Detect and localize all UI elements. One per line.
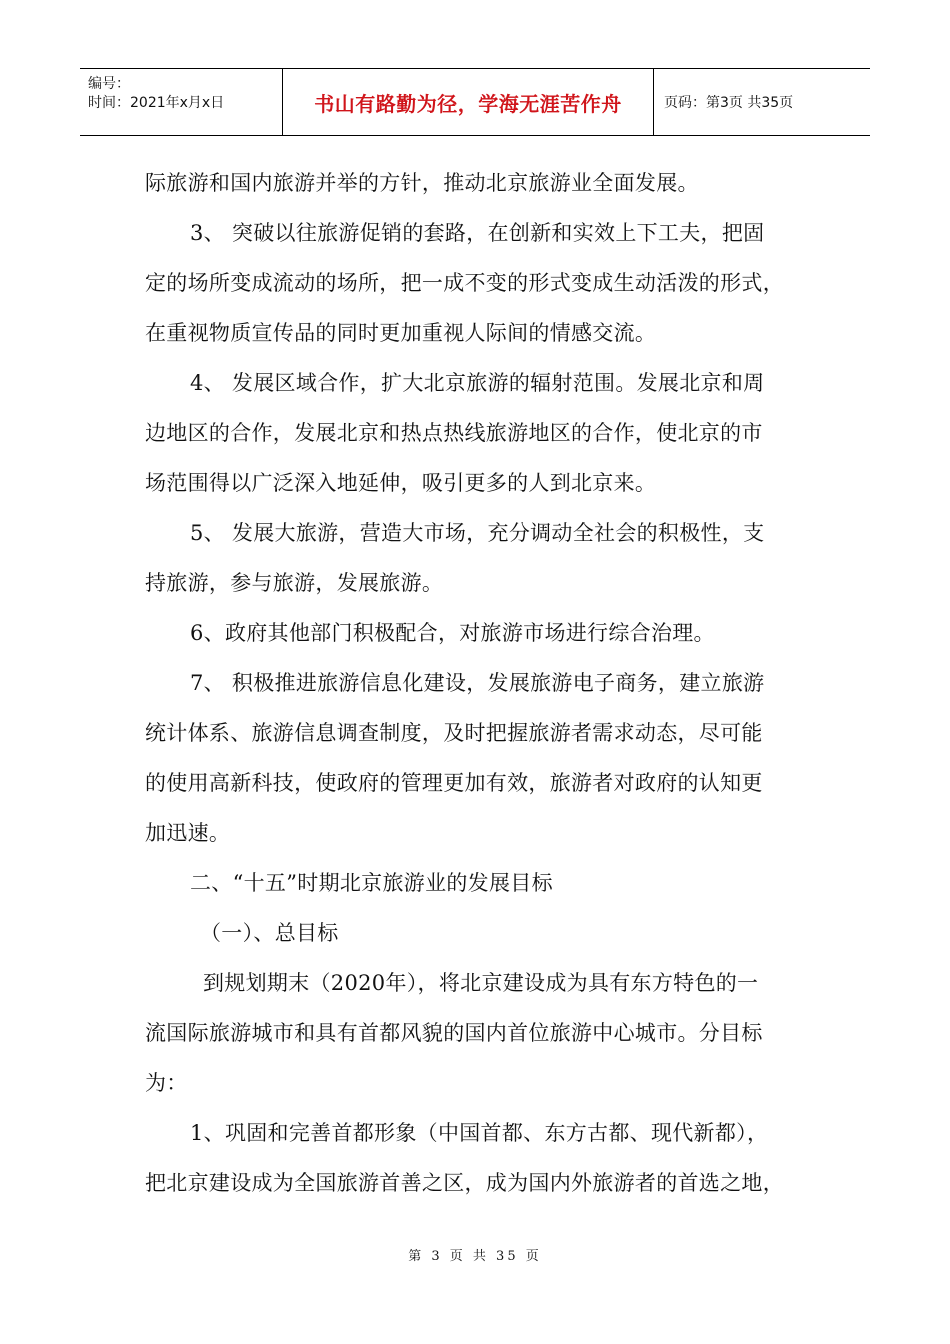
document-body (145, 158, 810, 1208)
paragraph-line: 加迅速。 (145, 821, 231, 845)
paragraph-line: 为： (145, 1071, 188, 1095)
paragraph-line: 边地区的合作，发展北京和热点热线旅游地区的合作，使北京的市 (145, 421, 763, 445)
paragraph-line: 定的场所变成流动的场所，把一成不变的形式变成生动活泼的形式， (145, 271, 784, 295)
paragraph-line: 6、政府其他部门积极配合，对旅游市场进行综合治理。 (190, 621, 715, 645)
paragraph-line: 际旅游和国内旅游并举的方针，推动北京旅游业全面发展。 (145, 171, 699, 195)
page-info-text: 页码：第3页 共35页 (664, 95, 794, 111)
section-heading: 二、“十五”时期北京旅游业的发展目标 (190, 871, 553, 895)
paragraph-line: 持旅游，参与旅游，发展旅游。 (145, 571, 444, 595)
page-footer: 第 3 页 共 35 页 (408, 1249, 542, 1264)
paragraph-line: 4、 发展区域合作，扩大北京旅游的辐射范围。发展北京和周 (190, 371, 765, 395)
paragraph-line: 的使用高新科技，使政府的管理更加有效，旅游者对政府的认知更 (145, 771, 763, 795)
paragraph-line: 流国际旅游城市和具有首都风貌的国内首位旅游中心城市。分目标 (145, 1021, 763, 1045)
paragraph-line: 7、 积极推进旅游信息化建设，发展旅游电子商务，建立旅游 (190, 671, 765, 695)
paragraph-line: 在重视物质宣传品的同时更加重视人际间的情感交流。 (145, 321, 657, 345)
paragraph-line: 到规划期末（2020年），将北京建设成为具有东方特色的一 (203, 971, 759, 995)
subsection-heading: （一）、总目标 (200, 921, 339, 945)
paragraph-line: 1、巩固和完善首都形象（中国首都、东方古都、现代新都）， (190, 1121, 769, 1145)
header-page-info (654, 69, 870, 135)
paragraph-line: 场范围得以广泛深入地延伸，吸引更多的人到北京来。 (145, 471, 657, 495)
motto-text: 书山有路勤为径，学海无涯苦作舟 (314, 91, 622, 116)
paragraph-line: 5、 发展大旅游，营造大市场，充分调动全社会的积极性，支 (190, 521, 765, 545)
header-motto (283, 69, 654, 135)
time-label: 时间：2021年x月x日 (88, 95, 225, 111)
paragraph-line: 把北京建设成为全国旅游首善之区，成为国内外旅游者的首选之地， (145, 1171, 784, 1195)
paragraph-line: 3、 突破以往旅游促销的套路，在创新和实效上下工夫，把固 (190, 221, 765, 245)
paragraph-line: 统计体系、旅游信息调查制度，及时把握旅游者需求动态，尽可能 (145, 721, 763, 745)
page-header (80, 68, 870, 136)
header-meta (80, 69, 283, 135)
number-label: 编号： (88, 76, 130, 92)
